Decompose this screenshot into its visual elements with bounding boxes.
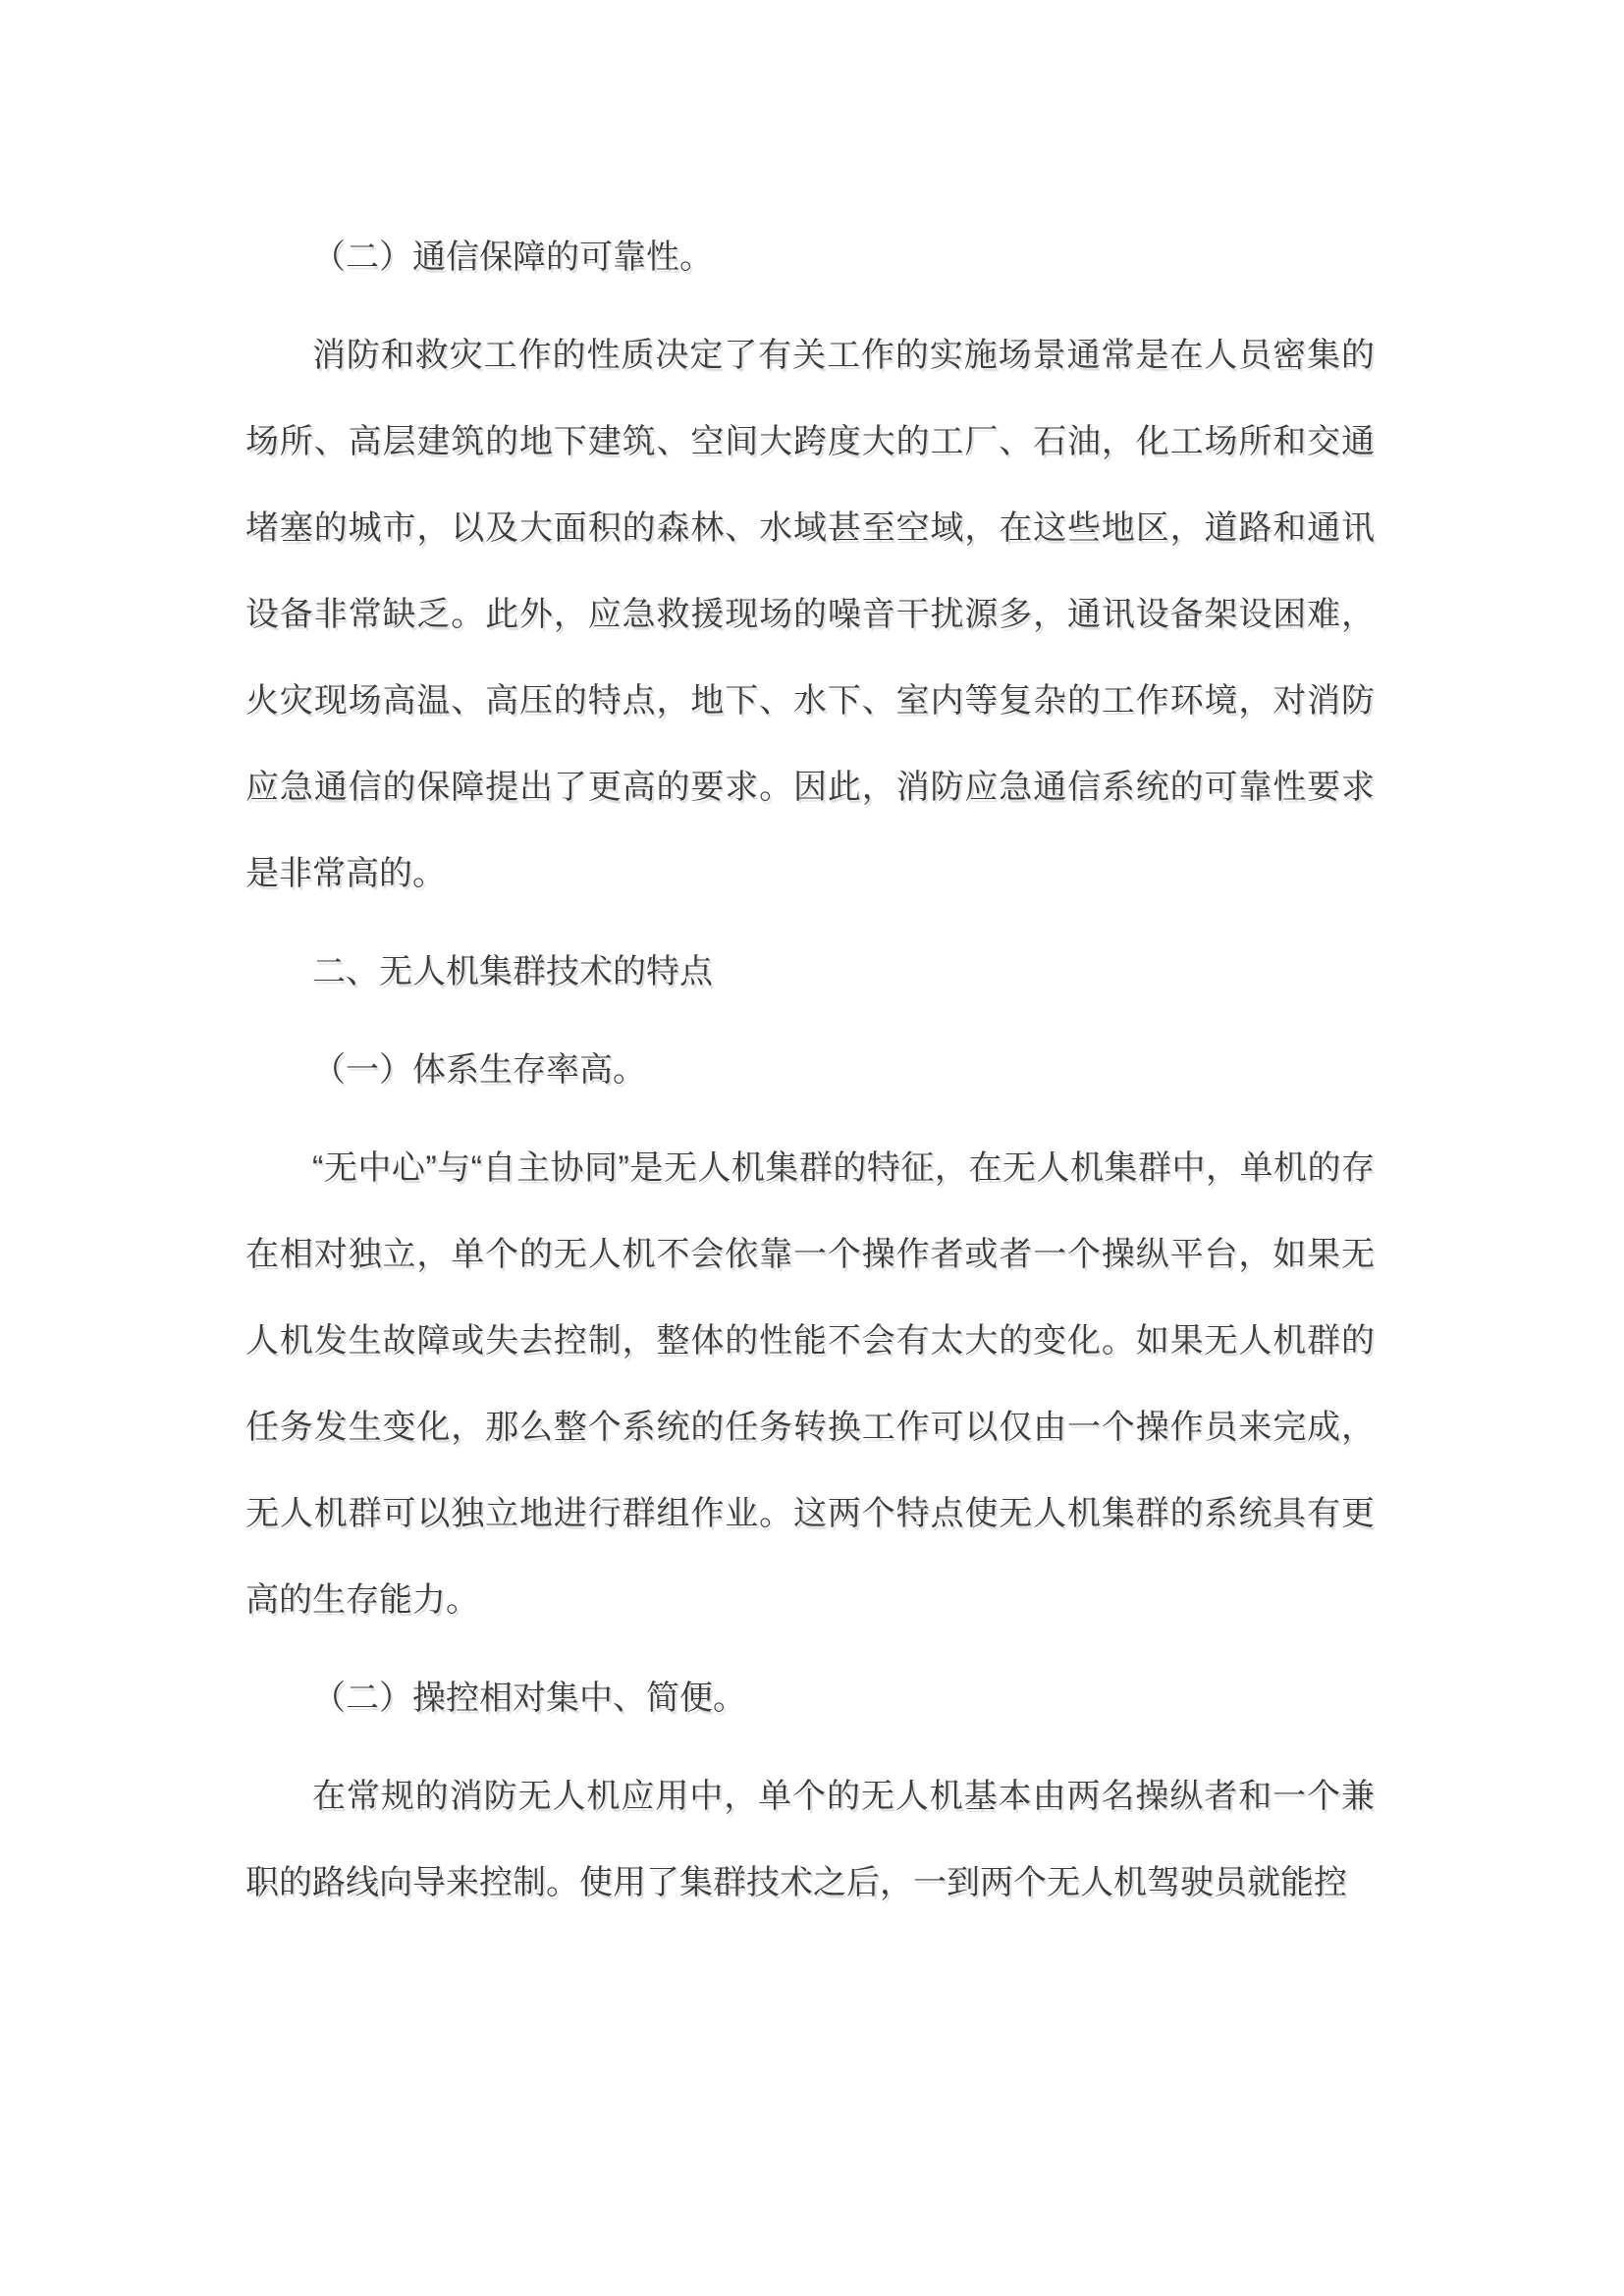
- para-communication-reliability: 消防和救灾工作的性质决定了有关工作的实施场景通常是在人员密集的场所、高层建筑的地下建筑、空间大跨度大的工厂、石油，化工场所和交通堵塞的城市，以及大面积的森林、水域甚至空域，在这些地区，道路和通讯设备非常缺乏。此外，应急救援现场的噪音干扰源多，通讯设备架设困难，火灾现场高温、高压的特点，地下、水下、室内等复杂的工作环境，对消防应急通信的保障提出了更高的要求。因此，消防应急通信系统的可靠性要求是非常高的。: [245, 337, 1375, 892]
- para-centralized-simple-control: 在常规的消防无人机应用中，单个的无人机基本由两名操纵者和一个兼职的路线向导来控制。使用了集群技术之后，一到两个无人机驾驶员就能控: [245, 1778, 1375, 1901]
- para-system-survivability: “无中心”与“自主协同”是无人机集群的特征，在无人机集群中，单机的存在相对独立，单个的无人机不会依靠一个操作者或者一个操纵平台，如果无人机发生故障或失去控制，整体的性能不会有太大的变化。如果无人机群的任务发生变化，那么整个系统的任务转换工作可以仅由一个操作员来完成，无人机群可以独立地进行群组作业。这两个特点使无人机集群的系统具有更高的生存能力。: [245, 1149, 1375, 1619]
- heading-uav-swarm-features: 二、无人机集群技术的特点: [312, 953, 713, 990]
- heading-communication-reliability: （二）通信保障的可靠性。: [312, 239, 713, 276]
- heading-centralized-simple-control: （二）操控相对集中、简便。: [312, 1680, 746, 1717]
- heading-system-survivability: （一）体系生存率高。: [312, 1051, 646, 1089]
